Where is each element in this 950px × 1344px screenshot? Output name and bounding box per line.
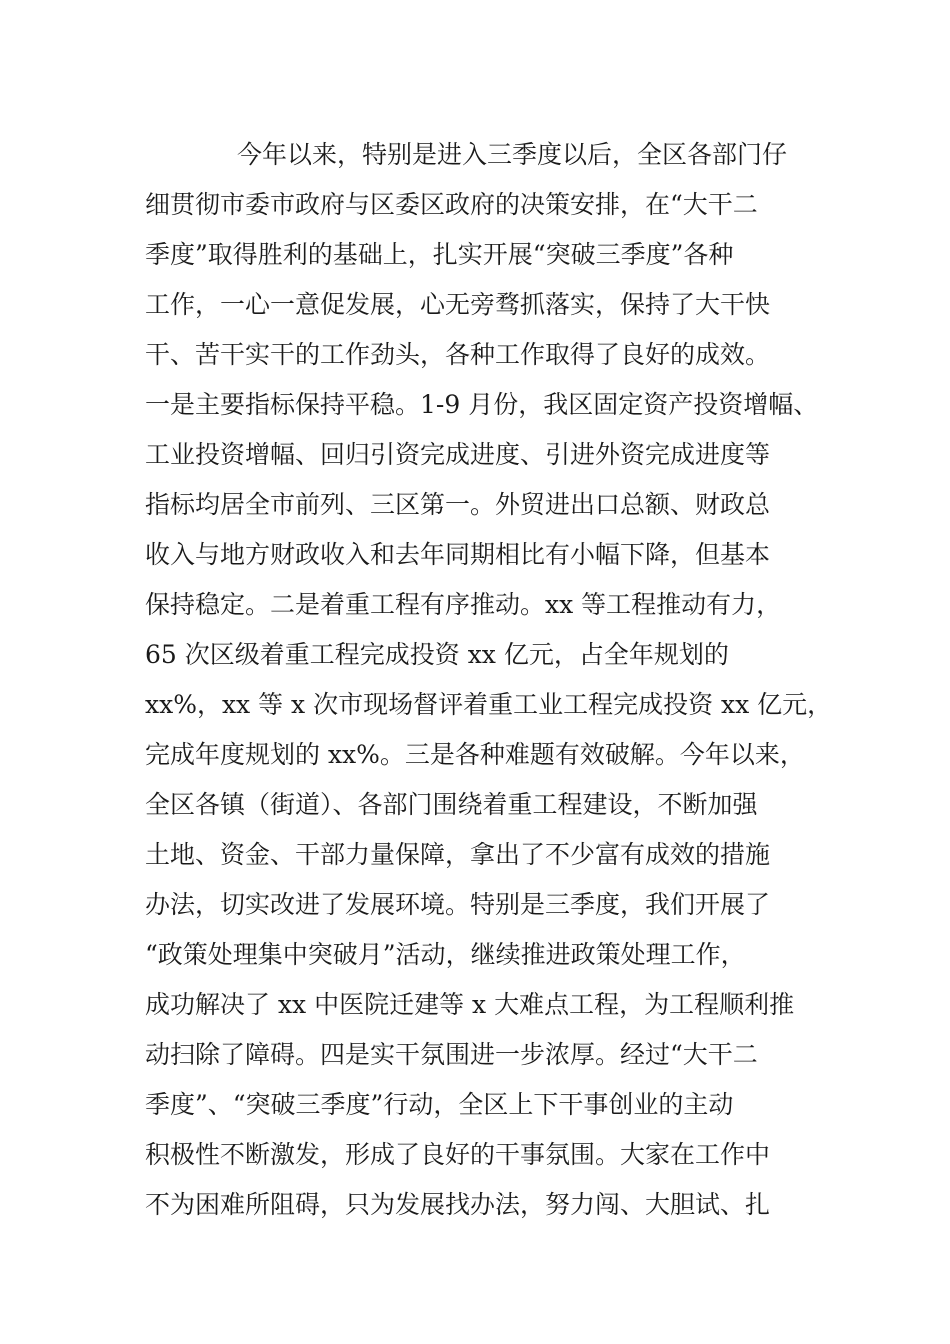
text-line-19: 动扫除了障碍。四是实干氛围进一步浓厚。经过“大干二 (145, 1040, 758, 1069)
text-line-13: 完成年度规划的 xx%。三是各种难题有效破解。今年以来， (145, 740, 805, 769)
text-line-21: 积极性不断激发，形成了良好的干事氛围。大家在工作中 (145, 1140, 771, 1169)
text-line-16: 办法，切实改进了发展环境。特别是三季度，我们开展了 (145, 890, 771, 919)
text-line-8: 指标均居全市前列、三区第一。外贸进出口总额、财政总 (145, 490, 771, 519)
text-line-3: 季度”取得胜利的基础上，扎实开展“突破三季度”各种 (145, 240, 734, 269)
text-line-12: xx%，xx 等 x 次市现场督评着重工业工程完成投资 xx 亿元， (145, 690, 833, 719)
body-paragraph (145, 130, 833, 1230)
text-line-9: 收入与地方财政收入和去年同期相比有小幅下降，但基本 (145, 540, 771, 569)
text-line-18: 成功解决了 xx 中医院迁建等 x 大难点工程，为工程顺利推 (145, 990, 795, 1019)
text-line-22: 不为困难所阻碍，只为发展找办法，努力闯、大胆试、扎 (145, 1190, 771, 1219)
text-line-10: 保持稳定。二是着重工程有序推动。xx 等工程推动有力， (145, 590, 782, 619)
text-line-11: 65 次区级着重工程完成投资 xx 亿元，占全年规划的 (145, 640, 729, 669)
text-line-15: 土地、资金、干部力量保障，拿出了不少富有成效的措施 (145, 840, 771, 869)
text-line-1: 今年以来，特别是进入三季度以后，全区各部门仔 (237, 140, 788, 169)
text-line-5: 干、苦干实干的工作劲头，各种工作取得了良好的成效。 (145, 340, 771, 369)
text-line-2: 细贯彻市委市政府与区委区政府的决策安排，在“大干二 (145, 190, 758, 219)
text-line-20: 季度”、“突破三季度”行动，全区上下干事创业的主动 (145, 1090, 734, 1119)
text-line-4: 工作，一心一意促发展，心无旁骛抓落实，保持了大干快 (145, 290, 771, 319)
text-line-17: “政策处理集中突破月”活动，继续推进政策处理工作， (145, 940, 746, 969)
text-line-7: 工业投资增幅、回归引资完成进度、引进外资完成进度等 (145, 440, 771, 469)
text-line-14: 全区各镇（街道）、各部门围绕着重工程建设，不断加强 (145, 790, 758, 819)
text-line-6: 一是主要指标保持平稳。1-9 月份，我区固定资产投资增幅、 (145, 390, 819, 419)
